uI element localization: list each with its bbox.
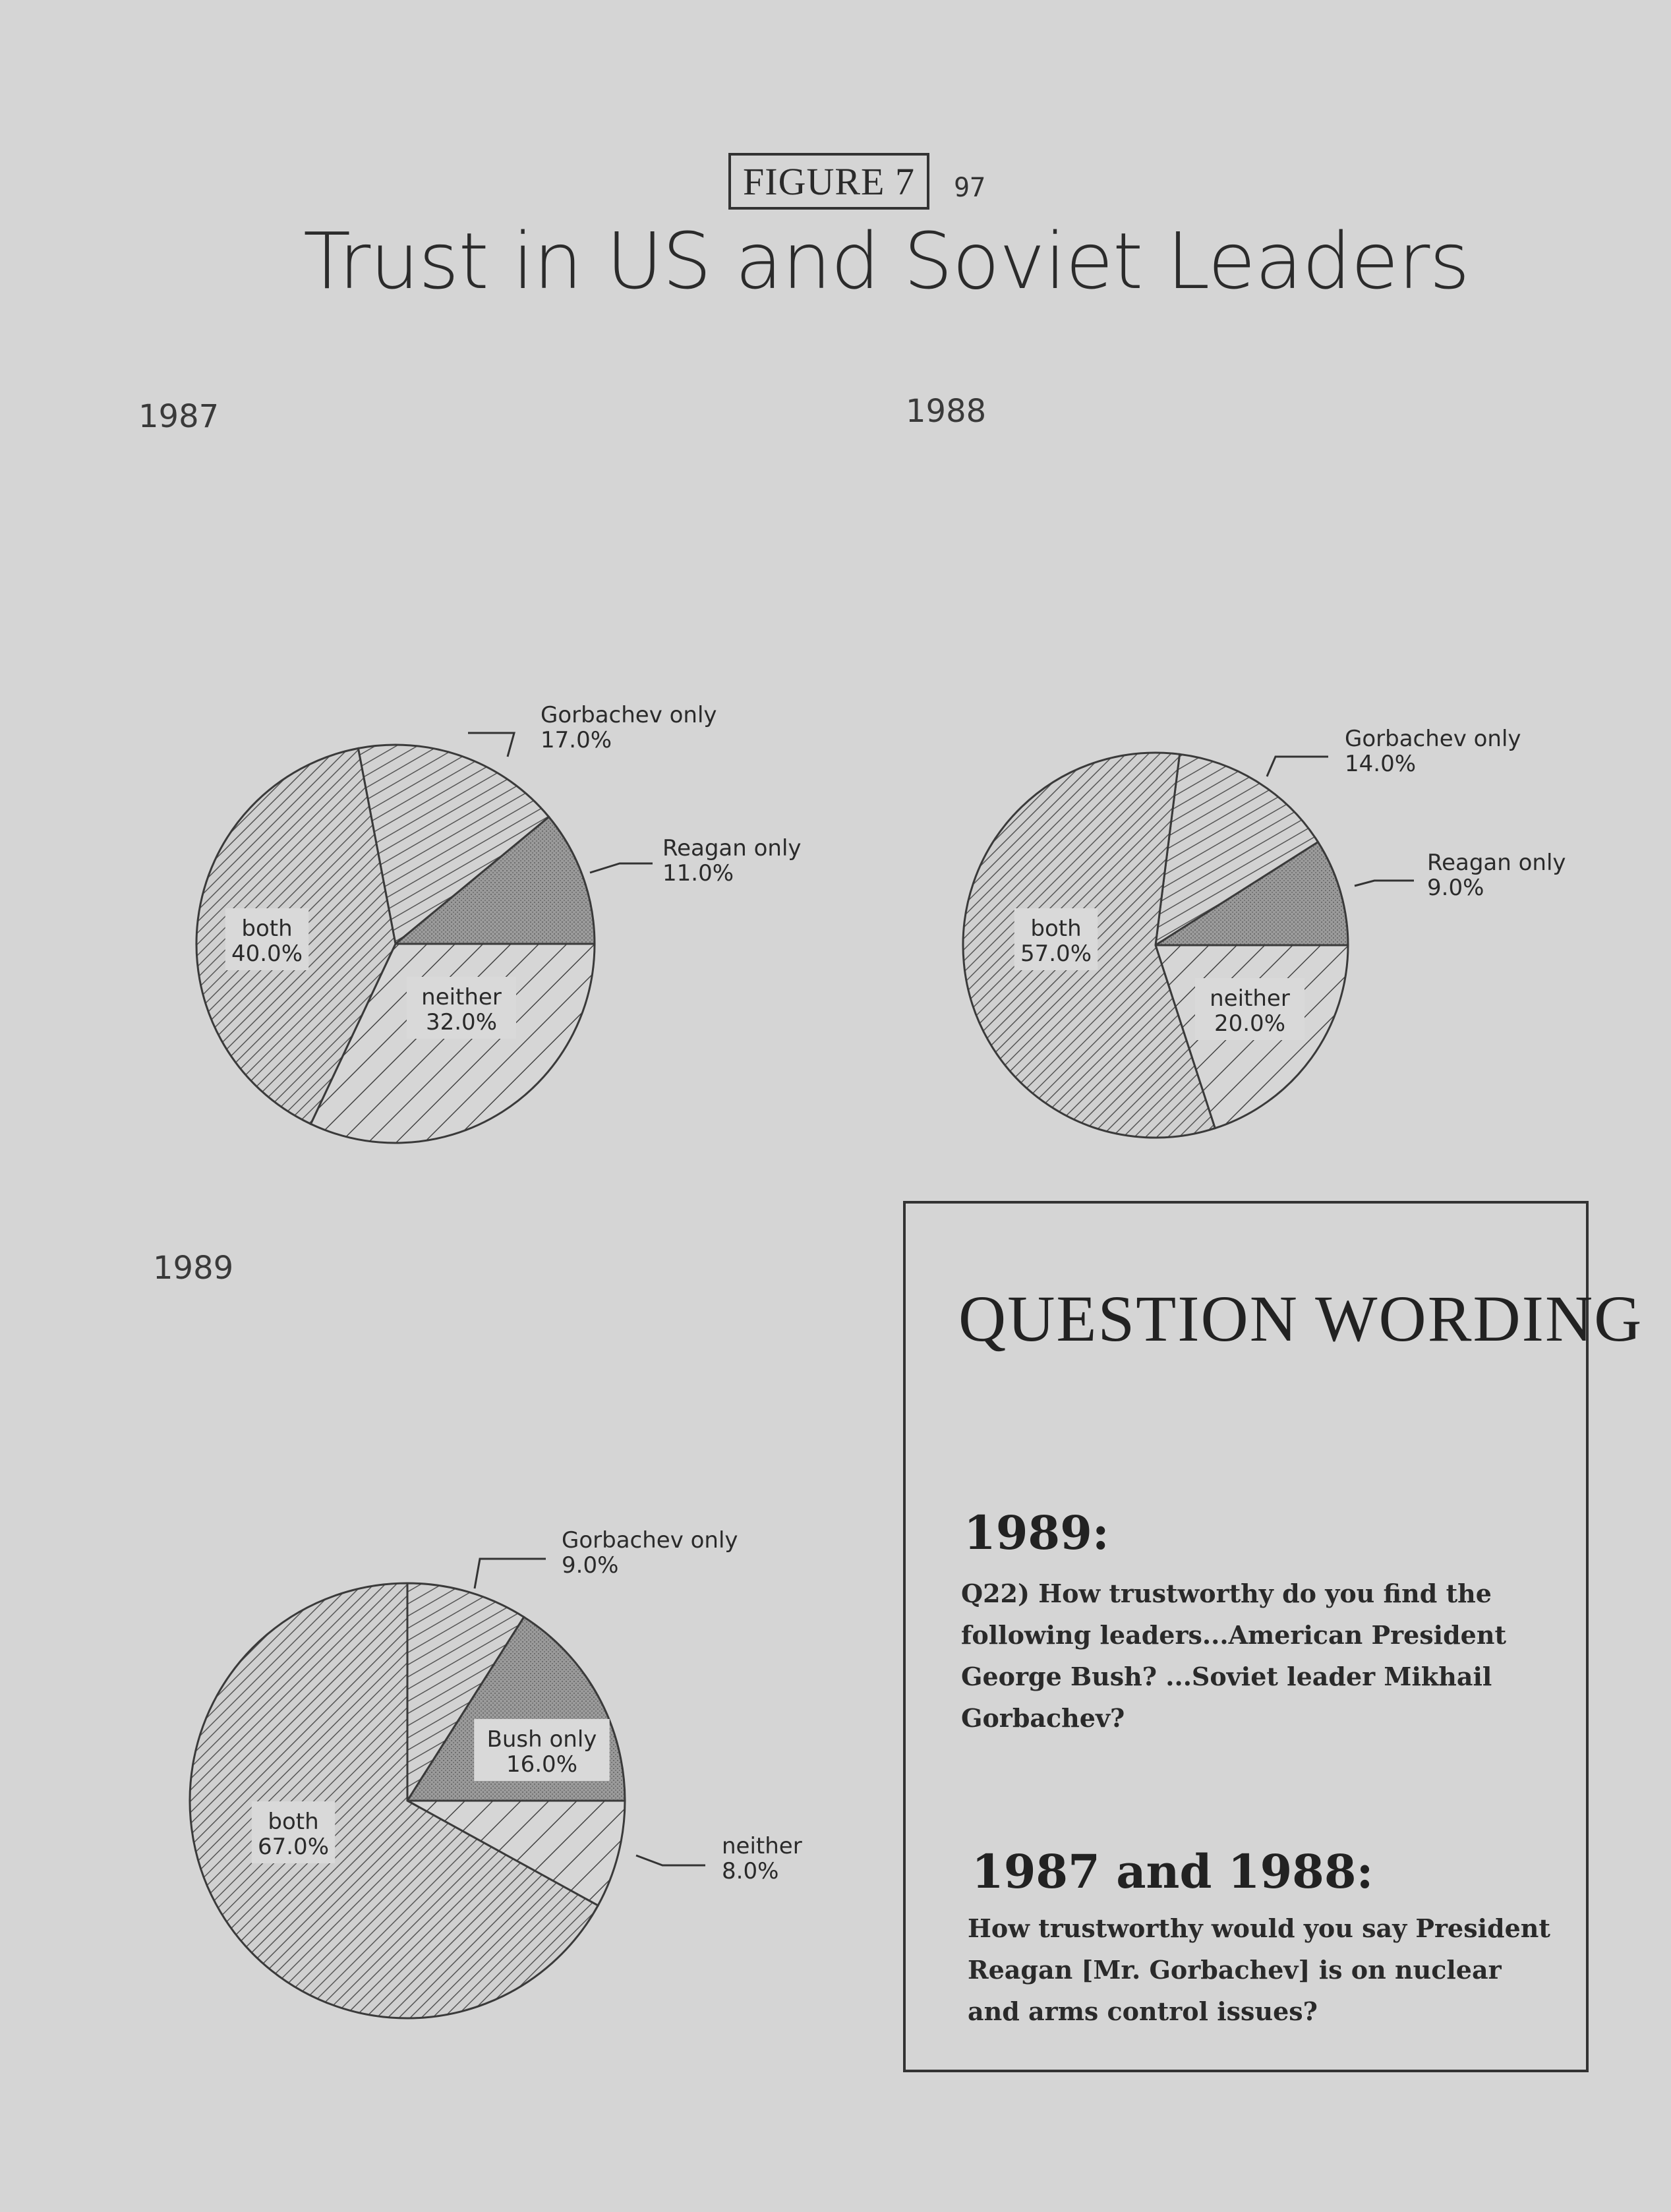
question-wording-box <box>903 1201 1643 2072</box>
pie-1989-label-bush-only: Bush only <box>486 1726 597 1753</box>
pie-1987-value-reagan-only: 11.0% <box>662 860 734 887</box>
pie-1988-value-gorbachev-only: 14.0% <box>1345 751 1417 777</box>
pie-1989-value-both: 67.0% <box>257 1834 330 1860</box>
chart-1988-year-label: 1988 <box>906 393 987 430</box>
pie-1989-label-both: both <box>268 1809 319 1835</box>
chart-1987-year-label: 1987 <box>138 398 220 435</box>
question-1987-1988-line: and arms control issues? <box>968 1996 1318 2026</box>
pie-1988-value-neither: 20.0% <box>1214 1010 1286 1037</box>
page-title: Trust in US and Soviet Leaders <box>303 216 1469 306</box>
pie-1987-label-both: both <box>241 916 293 942</box>
pie-1989-label-neither: neither <box>722 1833 802 1859</box>
pie-1989-leader-neither <box>636 1855 705 1865</box>
pie-1989-value-neither: 8.0% <box>722 1858 779 1884</box>
question-1989-text <box>961 1573 1554 1739</box>
pie-1988-value-both: 57.0% <box>1020 941 1092 967</box>
pie-1988-label-reagan-only: Reagan only <box>1427 850 1566 876</box>
pie-1987-value-both: 40.0% <box>231 941 303 967</box>
pie-1989-leader-gorbachev-only <box>475 1559 546 1588</box>
question-1989-line: Gorbachev? <box>961 1703 1125 1733</box>
question-1989-heading: 1989: <box>964 1505 1109 1560</box>
question-wording-title: QUESTION WORDING <box>958 1282 1643 1355</box>
pie-1989-label-gorbachev-only: Gorbachev only <box>562 1527 738 1554</box>
question-1987-1988-line: How trustworthy would you say President <box>968 1913 1550 1943</box>
pie-1988-leader-reagan-only <box>1355 881 1414 886</box>
question-1987-1988-line: Reagan [Mr. Gorbachev] is on nuclear <box>968 1955 1502 1985</box>
question-1989-line: George Bush? ...Soviet leader Mikhail <box>961 1662 1492 1691</box>
pie-1987-label-gorbachev-only: Gorbachev only <box>541 702 717 728</box>
question-1987-1988-text <box>968 1907 1561 2032</box>
question-1989-line: following leaders...American President <box>961 1620 1507 1650</box>
pie-1987-label-neither: neither <box>421 984 502 1010</box>
page-number: 97 <box>954 173 986 203</box>
pie-1987-leader-reagan-only <box>590 863 653 873</box>
pie-1987-label-reagan-only: Reagan only <box>662 835 802 861</box>
pie-1987-value-gorbachev-only: 17.0% <box>541 727 612 753</box>
pie-1988-label-gorbachev-only: Gorbachev only <box>1345 726 1521 752</box>
pie-1987-leader-gorbachev-only <box>468 733 514 757</box>
figure-label: FIGURE 7 <box>728 153 929 210</box>
pie-1988-leader-gorbachev-only <box>1267 757 1328 776</box>
pie-1988-label-neither: neither <box>1210 985 1290 1012</box>
pie-1988-label-both: both <box>1030 916 1082 942</box>
question-1987-1988-heading: 1987 and 1988: <box>972 1844 1374 1899</box>
pie-1987-value-neither: 32.0% <box>425 1009 498 1035</box>
pie-1988-value-reagan-only: 9.0% <box>1427 875 1484 901</box>
question-1989-line: Q22) How trustworthy do you find the <box>961 1579 1492 1608</box>
chart-1989-year-label: 1989 <box>153 1250 234 1287</box>
pie-1989-value-bush-only: 16.0% <box>506 1751 578 1778</box>
pie-1989-value-gorbachev-only: 9.0% <box>562 1552 619 1579</box>
